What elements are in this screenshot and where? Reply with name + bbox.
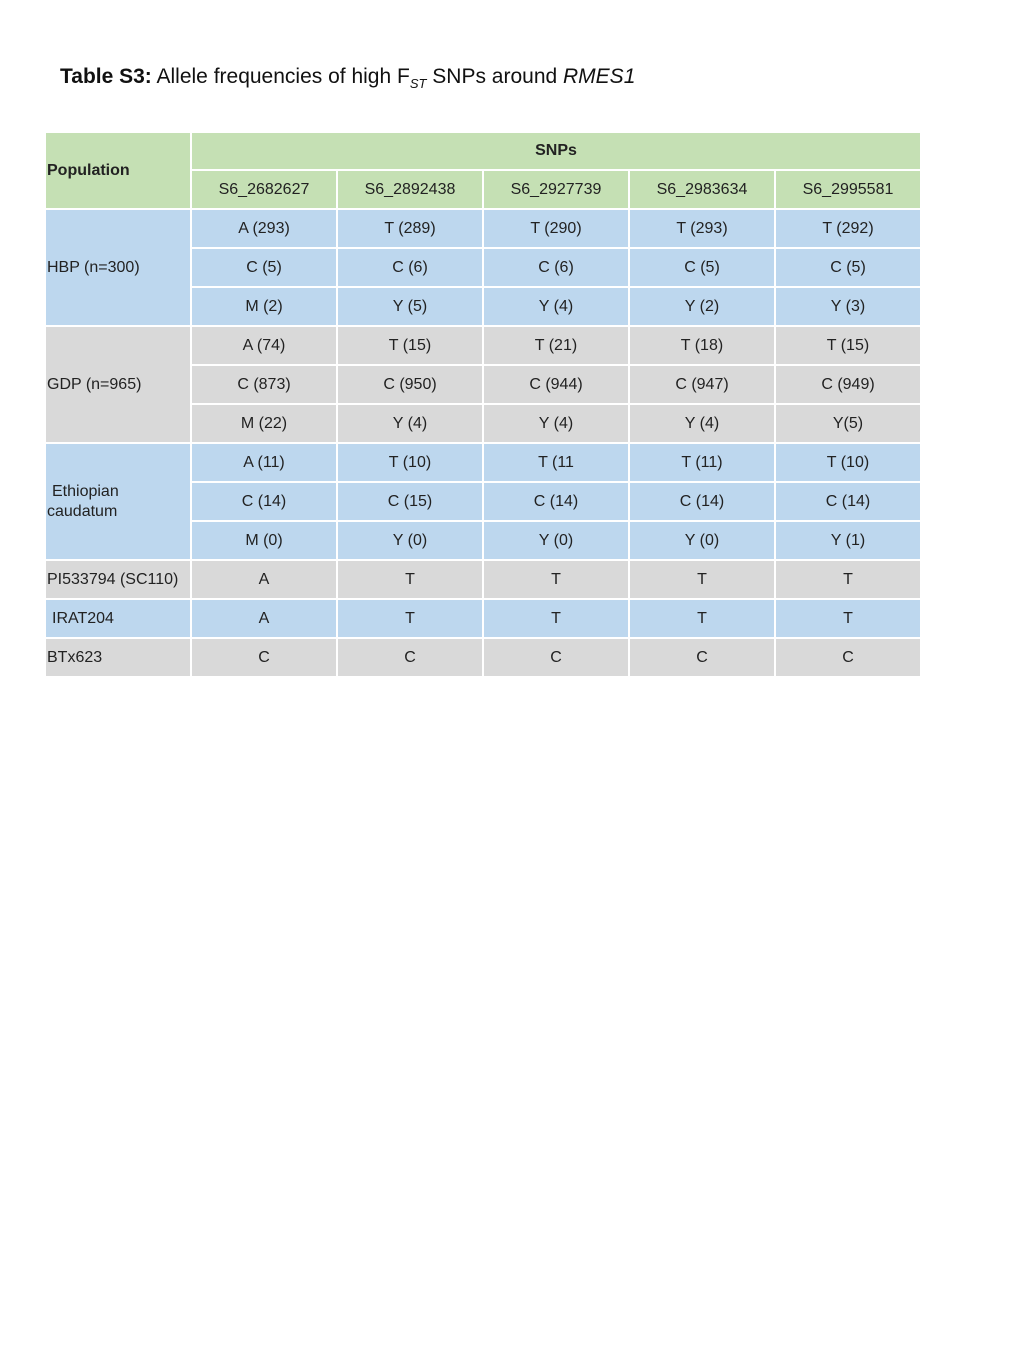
table-cell: C (14): [484, 483, 628, 520]
table-cell: C: [192, 639, 336, 676]
population-name-pi533794: PI533794 (SC110): [46, 561, 190, 598]
table-cell: A: [192, 561, 336, 598]
table-row: [46, 561, 920, 598]
table-cell: C (5): [776, 249, 920, 286]
table-cell: T (10): [776, 444, 920, 481]
header-row-top: [46, 133, 920, 169]
table-cell: C (944): [484, 366, 628, 403]
table-cell: T: [338, 600, 482, 637]
table-cell: Y (4): [484, 405, 628, 442]
caption-text-before: Allele frequencies of high F: [156, 65, 410, 88]
table-cell: Y (2): [630, 288, 774, 325]
table-cell: C (6): [484, 249, 628, 286]
population-name-line1: Ethiopian: [52, 482, 119, 500]
table-cell: T (21): [484, 327, 628, 364]
table-cell: T: [338, 561, 482, 598]
table-cell: T (18): [630, 327, 774, 364]
table-cell: T: [484, 561, 628, 598]
caption-text-after: SNPs around: [426, 65, 564, 88]
table-cell: Y (1): [776, 522, 920, 559]
table-cell: T (15): [776, 327, 920, 364]
snp-column-header: S6_2983634: [630, 171, 774, 208]
table-cell: C (14): [630, 483, 774, 520]
table-cell: M (22): [192, 405, 336, 442]
table-cell: Y (0): [484, 522, 628, 559]
table-cell: T: [776, 600, 920, 637]
table-cell: Y (0): [338, 522, 482, 559]
population-name-gdp: GDP (n=965): [46, 327, 190, 442]
caption-label: Table S3:: [60, 65, 152, 88]
table-cell: C (5): [192, 249, 336, 286]
table-cell: Y (4): [630, 405, 774, 442]
table-cell: A (293): [192, 210, 336, 247]
table-cell: C: [338, 639, 482, 676]
table-cell: Y (3): [776, 288, 920, 325]
caption-subscript: ST: [409, 76, 427, 91]
table-cell: Y (4): [484, 288, 628, 325]
table-cell: A (74): [192, 327, 336, 364]
table-cell: C (15): [338, 483, 482, 520]
population-header: Population: [46, 133, 190, 208]
table-cell: T: [630, 600, 774, 637]
table-cell: T (10): [338, 444, 482, 481]
table-cell: C (949): [776, 366, 920, 403]
table-cell: T (290): [484, 210, 628, 247]
population-name-ethiopian-caudatum: [46, 444, 190, 559]
table-cell: C (950): [338, 366, 482, 403]
table-cell: C (5): [630, 249, 774, 286]
table-row: [46, 210, 920, 247]
table-row: [46, 444, 920, 481]
table-cell: Y (5): [338, 288, 482, 325]
snp-column-header: S6_2995581: [776, 171, 920, 208]
table-cell: A (11): [192, 444, 336, 481]
table-cell: Y(5): [776, 405, 920, 442]
table-cell: T (289): [338, 210, 482, 247]
snps-header: SNPs: [192, 133, 920, 169]
snp-column-header: S6_2892438: [338, 171, 482, 208]
table-cell: C (6): [338, 249, 482, 286]
table-cell: C (947): [630, 366, 774, 403]
table-cell: T: [484, 600, 628, 637]
population-name-btx623: BTx623: [46, 639, 190, 676]
table-cell: T (11): [630, 444, 774, 481]
table-row: [46, 639, 920, 676]
table-cell: T (292): [776, 210, 920, 247]
table-row: [46, 327, 920, 364]
table-cell: T (293): [630, 210, 774, 247]
table-cell: M (2): [192, 288, 336, 325]
population-name-irat204: IRAT204: [46, 600, 190, 637]
snp-column-header: S6_2927739: [484, 171, 628, 208]
population-name-hbp: HBP (n=300): [46, 210, 190, 325]
table-cell: M (0): [192, 522, 336, 559]
population-name-line2: caudatum: [47, 502, 118, 520]
table-caption: [60, 62, 635, 92]
caption-gene: RMES1: [563, 65, 636, 88]
table-cell: C: [776, 639, 920, 676]
table-cell: T (15): [338, 327, 482, 364]
snp-column-header: S6_2682627: [192, 171, 336, 208]
allele-frequency-table: [44, 131, 922, 678]
table-cell: C (873): [192, 366, 336, 403]
table-cell: C (14): [776, 483, 920, 520]
table-cell: C: [630, 639, 774, 676]
table-cell: T (11: [484, 444, 628, 481]
table-cell: T: [776, 561, 920, 598]
table-cell: C (14): [192, 483, 336, 520]
table-cell: A: [192, 600, 336, 637]
table-cell: Y (0): [630, 522, 774, 559]
table-row: [46, 600, 920, 637]
table-cell: C: [484, 639, 628, 676]
table-cell: Y (4): [338, 405, 482, 442]
table-cell: T: [630, 561, 774, 598]
